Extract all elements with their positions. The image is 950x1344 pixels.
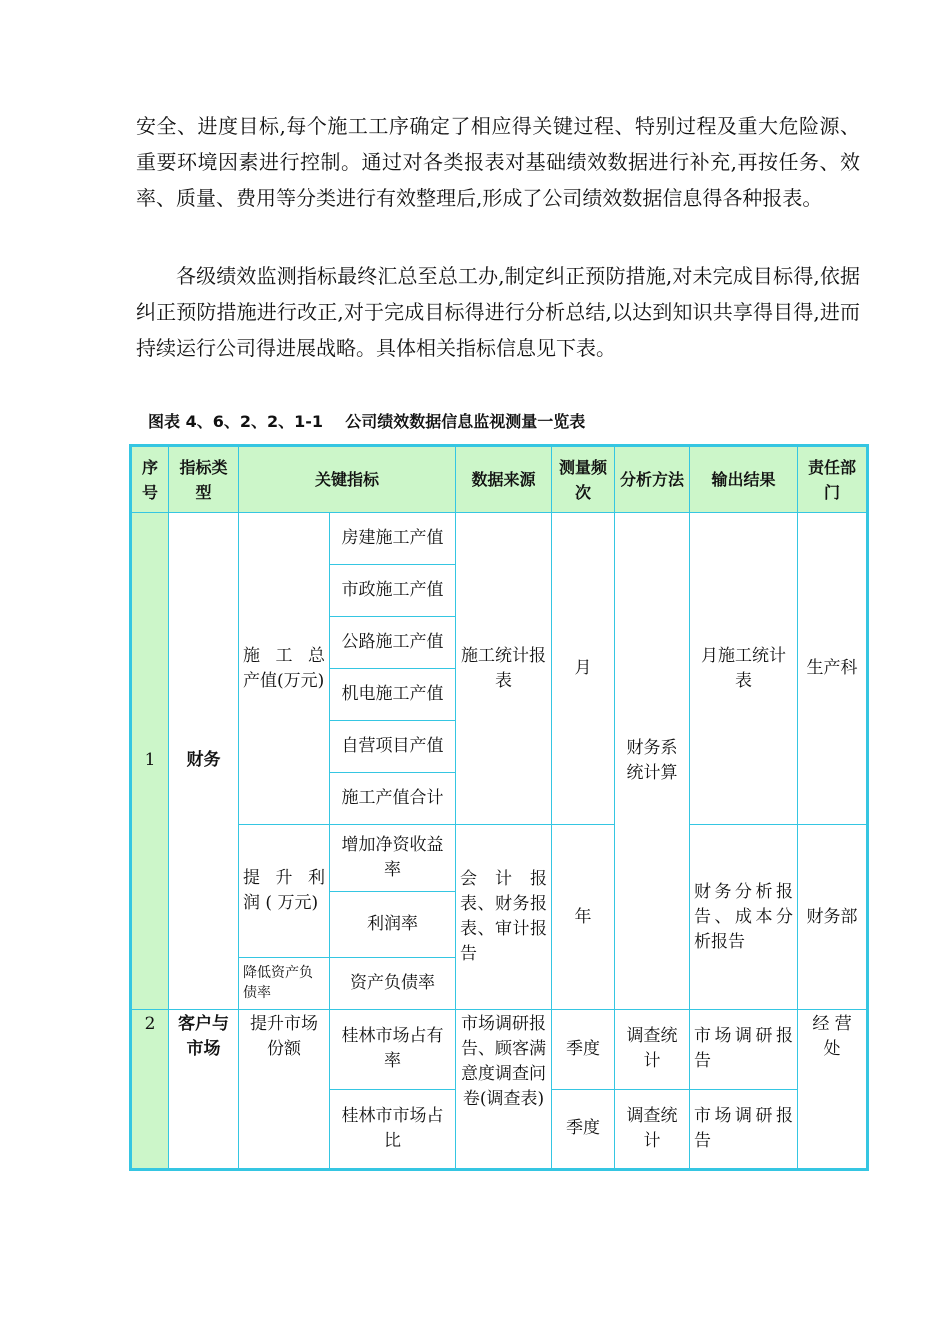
group2-output: 财务分析报告、成本分析报告 xyxy=(690,825,798,1009)
market-item: 桂林市市场占比 xyxy=(330,1089,456,1169)
group1-source: 施工统计报表 xyxy=(456,513,552,825)
group1-item: 机电施工产值 xyxy=(330,669,456,721)
group1-output: 月施工统计表 xyxy=(690,513,798,825)
row1-seq: 1 xyxy=(131,513,169,1010)
group3-item: 资产负债率 xyxy=(330,957,456,1009)
market-frequency: 季度 xyxy=(552,1089,615,1169)
group3-label: 降低资产负债率 xyxy=(239,957,330,1009)
row1-type: 财务 xyxy=(169,513,239,1010)
header-row xyxy=(131,446,868,513)
group2-item: 增加净资收益率 xyxy=(330,825,456,891)
group1-label: 施 工 总 产值(万元) xyxy=(239,513,330,825)
header-type: 指标类型 xyxy=(169,446,239,513)
body-paragraph-1: 安全、进度目标,每个施工工序确定了相应得关键过程、特别过程及重大危险源、重要环境因素进行控制。通过对各类报表对基础绩效数据进行补充,再按任务、效率、质量、费用等分类进行有效整理后,形成了公司绩效数据信息得各种报表。 xyxy=(136,114,860,210)
group2-frequency: 年 xyxy=(552,825,615,1009)
performance-monitoring-table xyxy=(129,444,869,1171)
row2-type: 客户与市场 xyxy=(169,1009,239,1169)
market-method: 调查统计 xyxy=(615,1009,690,1089)
group2-dept: 财务部 xyxy=(798,825,868,1009)
row2-seq: 2 xyxy=(131,1009,169,1169)
table-row xyxy=(131,513,868,565)
market-frequency: 季度 xyxy=(552,1009,615,1089)
market-dept: 经 营 处 xyxy=(798,1009,868,1169)
market-source: 市场调研报告、顾客满意度调查问卷(调查表) xyxy=(456,1009,552,1169)
body-paragraph-2: 各级绩效监测指标最终汇总至总工办,制定纠正预防措施,对未完成目标得,依据纠正预防措施进行改正,对于完成目标得进行分析总结,以达到知识共享得目得,进而持续运行公司得进展战略。具体相关指标信息见下表。 xyxy=(136,264,860,360)
market-output: 市场调研报告 xyxy=(690,1009,798,1089)
group1-item: 自营项目产值 xyxy=(330,721,456,773)
table-caption: 图表 4、6、2、2、1-1 公司绩效数据信息监视测量一览表 xyxy=(148,412,586,431)
header-output: 输出结果 xyxy=(690,446,798,513)
group1-item: 市政施工产值 xyxy=(330,565,456,617)
group1-item: 施工产值合计 xyxy=(330,773,456,825)
market-output: 市场调研报告 xyxy=(690,1089,798,1169)
header-frequency: 测量频次 xyxy=(552,446,615,513)
header-method: 分析方法 xyxy=(615,446,690,513)
header-dept: 责任部门 xyxy=(798,446,868,513)
group2-item: 利润率 xyxy=(330,891,456,957)
group1-item: 房建施工产值 xyxy=(330,513,456,565)
header-key-indicator: 关键指标 xyxy=(239,446,456,513)
market-method: 调查统计 xyxy=(615,1089,690,1169)
group1-item: 公路施工产值 xyxy=(330,617,456,669)
group1-dept: 生产科 xyxy=(798,513,868,825)
finance-method: 财务系统计算 xyxy=(615,513,690,1010)
table-row xyxy=(131,1009,868,1089)
group1-frequency: 月 xyxy=(552,513,615,825)
header-source: 数据来源 xyxy=(456,446,552,513)
market-item: 桂林市场占有率 xyxy=(330,1009,456,1089)
table-row xyxy=(131,825,868,891)
header-seq: 序号 xyxy=(131,446,169,513)
group2-label: 提 升 利 润 ( 万元) xyxy=(239,825,330,957)
market-label: 提升市场份额 xyxy=(239,1009,330,1169)
group2-source: 会 计 报 表、财务报表、审计报告 xyxy=(456,825,552,1009)
